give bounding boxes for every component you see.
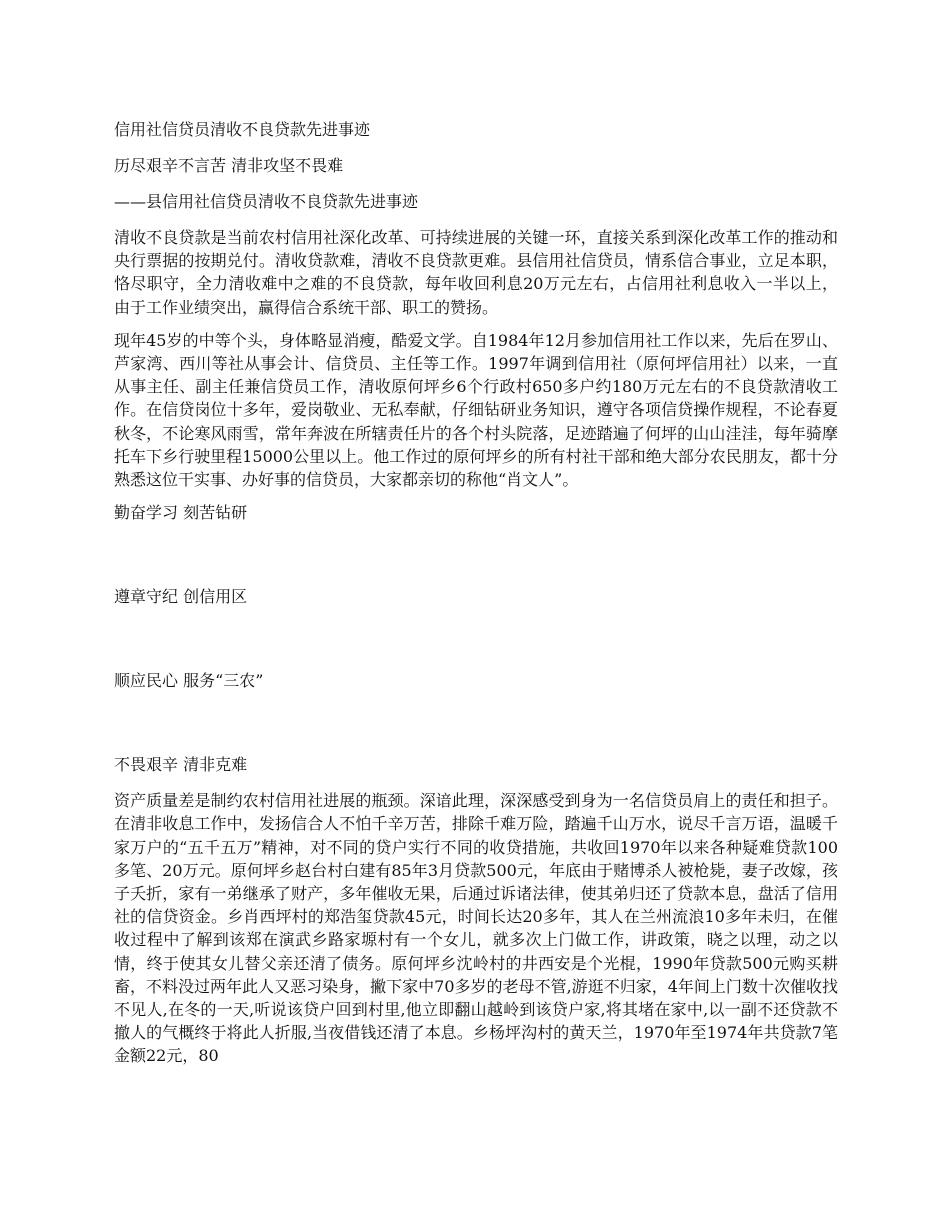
document-title: 信用社信贷员清收不良贷款先进事迹 xyxy=(114,120,371,139)
section-spacer xyxy=(114,537,838,585)
section-spacer xyxy=(114,705,838,753)
intro-paragraph: 清收不良贷款是当前农村信用社深化改革、可持续进展的关键一环，直接关系到深化改革工作的推动和央行票据的按期兑付。清收贷款难，清收不良贷款更难。县信用社信贷员，情系信合事业，立足本职，恪尽职守，全力清收难中之难的不良贷款，每年收回利息20万元左右，占信用社利息收入一半以上，由于工作业绩突出，赢得信合系统干部、职工的赞扬。 xyxy=(114,228,838,317)
document-subtitle: ——县信用社信贷员清收不良贷款先进事迹 xyxy=(114,192,419,211)
section-spacer xyxy=(114,621,838,669)
section-heading-service: 顺应民心 服务“三农” xyxy=(114,671,264,691)
section-heading-study: 勤奋学习 刻苦钻研 xyxy=(114,503,248,523)
document-page xyxy=(114,118,838,1068)
section-heading-discipline: 遵章守纪 创信用区 xyxy=(114,587,248,607)
section-heading-hardship: 不畏艰辛 清非克难 xyxy=(114,755,248,775)
body-paragraph: 资产质量差是制约农村信用社进展的瓶颈。深谙此理，深深感受到身为一名信贷员肩上的责任和担子。在清非收息工作中，发扬信合人不怕千辛万苦，排除千难万险，踏遍千山万水，说尽千言万语，温暖千家万户的“五千五万”精神，对不同的贷户实行不同的收贷措施，共收回1970年以来各种疑难贷款100多笔、20万元。原何坪乡赵台村白建有85年3月贷款500元，年底由于赌博杀人被枪毙，妻子改嫁，孩子夭折，家有一弟继承了财产，多年催收无果，后通过诉诸法律，使其弟归还了贷款本息，盘活了信用社的信贷资金。乡肖西坪村的郑浩玺贷款45元，时间长达20多年，其人在兰州流浪10多年未归，在催收过程中了解到该郑在演武乡路家塬村有一个女儿，就多次上门做工作，讲政策，晓之以理，动之以情，终于使其女儿替父亲还清了债务。原何坪乡沈岭村的井西安是个光棍，1990年贷款500元购买耕畜，不料没过两年此人又恶习染身，撇下家中70多岁的老母不管,游逛不归家，4年间上门数十次催收找不见人,在冬的一天,听说该贷户回到村里,他立即翻山越岭到该贷户家,将其堵在家中,以一副不还贷款不撤人的气概终于将此人折服,当夜借钱还清了本息。乡杨坪沟村的黄天兰，1970年至1974年共贷款7笔金额22元，80 xyxy=(114,791,838,1066)
document-headline: 历尽艰辛不言苦 清非攻坚不畏难 xyxy=(114,156,344,175)
profile-paragraph: 现年45岁的中等个头，身体略显消瘦，酷爱文学。自1984年12月参加信用社工作以来，先后在罗山、芦家湾、西川等社从事会计、信贷员、主任等工作。1997年调到信用社（原何坪信用社）以来，一直从事主任、副主任兼信贷员工作，清收原何坪乡6个行政村650多户约180万元左右的不良贷款清收工作。在信贷岗位十多年，爱岗敬业、无私奉献，仔细钻研业务知识，遵守各项信贷操作规程，不论春夏秋冬，不论寒风雨雪，常年奔波在所辖责任片的各个村头院落，足迹踏遍了何坪的山山洼洼，每年骑摩托车下乡行驶里程15000公里以上。他工作过的原何坪乡的所有村社干部和绝大部分农民朋友，都十分熟悉这位干实事、办好事的信贷员，大家都亲切的称他“肖文人”。 xyxy=(114,330,838,490)
